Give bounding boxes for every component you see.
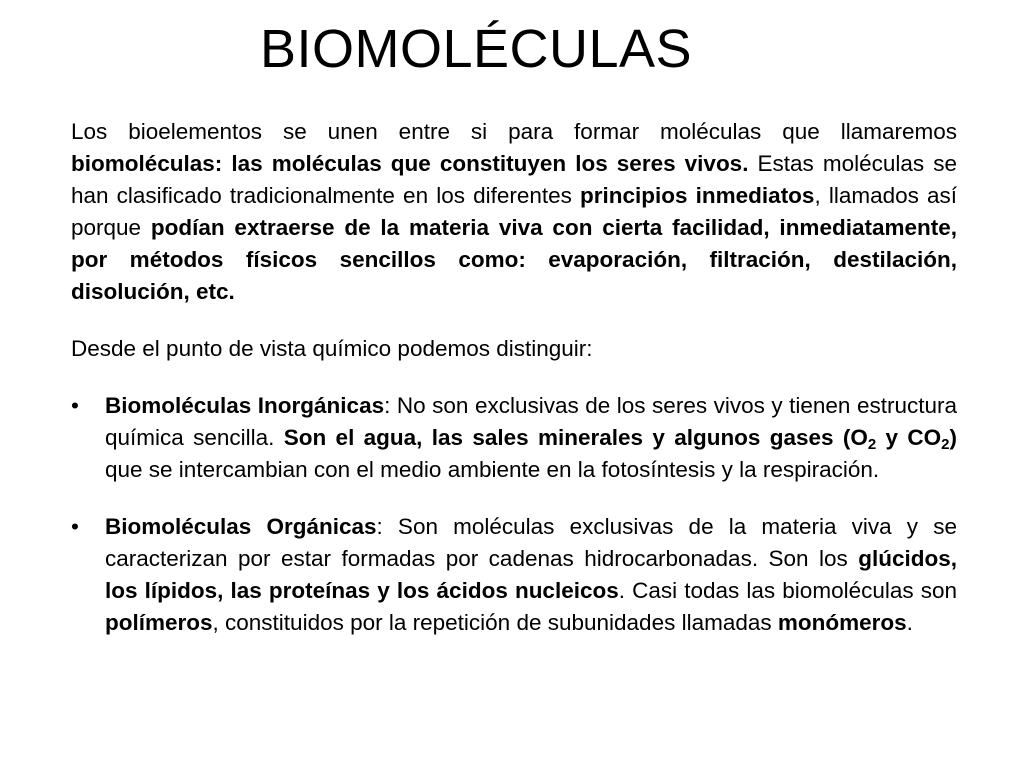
inorganic-term: Biomoléculas Inorgánicas <box>105 393 385 418</box>
inorganic-text-1: : No son exclusivas de los seres vivos y tienen estructura química sencilla. <box>105 393 957 450</box>
organic-text-4: . <box>906 610 913 635</box>
bullet-icon: • <box>71 393 79 418</box>
intro-text-2: Estas moléculas se han clasificado tradicionalmente en los diferentes <box>71 151 957 208</box>
inorganic-bold-3: ) <box>949 425 957 450</box>
bullet-inorganic <box>71 390 957 486</box>
slide-body <box>71 116 957 639</box>
organic-bold-1: glúcidos, los lípidos, las proteínas y los ácidos nucleicos <box>105 546 957 603</box>
intro-bold-2: principios inmediatos <box>580 183 815 208</box>
bullet-organic <box>71 511 957 639</box>
intro-text-3: , llamados así porque <box>71 183 958 240</box>
organic-text-3: , constituidos por la repetición de subunidades llamadas <box>212 610 778 635</box>
inorganic-subscript-2: 2 <box>941 436 950 453</box>
slide-title: BIOMOLÉCULAS <box>259 19 693 79</box>
organic-bold-2: polímeros <box>105 610 213 635</box>
inorganic-text-2: que se intercambian con el medio ambiente en la fotosíntesis y la respiración. <box>105 457 880 482</box>
organic-text-2: . Casi todas las biomoléculas son <box>618 578 958 603</box>
intro-bold-1: biomoléculas: las moléculas que constituyen los seres vivos. <box>71 151 749 176</box>
organic-text-1: : Son moléculas exclusivas de la materia viva y se caracterizan por estar formadas por cadenas hidrocarbonadas. Son los <box>105 514 957 571</box>
intro-text-1: Los bioelementos se unen entre si para formar moléculas que llamaremos <box>71 119 957 144</box>
intro-bold-3: podían extraerse de la materia viva con cierta facilidad, inmediatamente, por métodos físicos sencillos como: evaporación, filtración, destilación, disolución, etc. <box>71 215 957 304</box>
organic-bold-3: monómeros <box>777 610 907 635</box>
distinguish-paragraph: Desde el punto de vista químico podemos distinguir: <box>71 336 593 361</box>
bullet-icon: • <box>71 514 79 539</box>
inorganic-bold-2: y CO <box>876 425 942 450</box>
intro-paragraph <box>71 116 957 308</box>
organic-term: Biomoléculas Orgánicas <box>105 514 377 539</box>
inorganic-bold-1: Son el agua, las sales minerales y algunos gases (O <box>283 425 868 450</box>
bullet-list <box>71 390 957 639</box>
inorganic-subscript-1: 2 <box>867 436 877 453</box>
